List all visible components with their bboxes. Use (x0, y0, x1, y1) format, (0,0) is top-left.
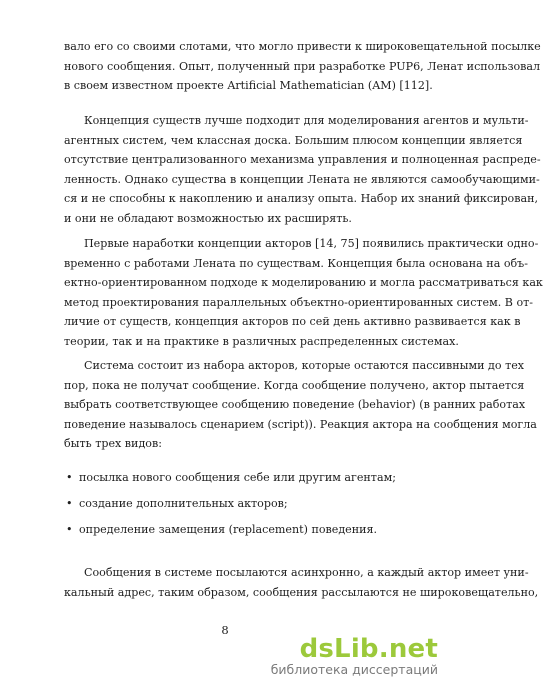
bullet-marker: • (66, 497, 73, 510)
bullet-marker: • (66, 523, 73, 536)
paragraph-2 (64, 111, 541, 228)
bullet-list (64, 468, 426, 540)
text-line: в своем известном проекте Artificial Mathematician (AM) [112]. (64, 79, 433, 92)
text-line: агентных систем, чем классная доска. Большим плюсом концепции является (64, 133, 523, 147)
text-line: ся и не способны к накоплению и анализу опыта. Набор их знаний фиксирован, (64, 192, 539, 205)
page-number: 8 (221, 623, 229, 637)
text-line: выбрать соответствующее сообщению поведение (behavior) (в ранних работах (64, 398, 526, 411)
paragraph-3 (64, 234, 543, 351)
text-line: и они не обладают возможностью их расширять. (64, 211, 352, 225)
text-line: Сообщения в системе посылаются асинхронно, а каждый актор имеет уни- (84, 566, 529, 579)
text-line: вало его со своими слотами, что могло привести к широковещательной посылке (64, 40, 541, 53)
text-line: Система состоит из набора акторов, которые остаются пассивными до тех (84, 359, 525, 372)
text-line: метод проектирования параллельных объектно-ориентированных систем. В от- (64, 295, 534, 309)
text-line: нового сообщения. Опыт, полученный при разработке PUP6, Ленат использовал (64, 59, 541, 73)
list-item (64, 494, 426, 514)
text-line: ленность. Однако существа в концепции Лената не являются самообучающими- (64, 172, 540, 186)
watermark[interactable] (271, 636, 438, 677)
text-line: кальный адрес, таким образом, сообщения рассылаются не широковещательно, (64, 585, 539, 599)
list-item-text: определение замещения (replacement) поведения. (79, 523, 378, 536)
text-line: быть трех видов: (64, 437, 162, 450)
text-line: временно с работами Лената по существам. Концепция была основана на объ- (64, 256, 528, 270)
list-item-text: посылка нового сообщения себе или другим агентам; (79, 471, 396, 484)
watermark-logo[interactable]: dsLib.net (299, 634, 438, 664)
text-line: личие от существ, концепция акторов по сей день активно развивается как в (64, 315, 521, 328)
paragraph-5 (64, 563, 539, 602)
text-line: ектно-ориентированном подходе к моделированию и могла рассматриваться как (64, 276, 543, 289)
list-item-text: создание дополнительных акторов; (79, 497, 288, 510)
paragraph-4 (64, 356, 537, 454)
paragraph-1 (64, 37, 541, 96)
text-line: теории, так и на практике в различных распределенных системах. (64, 334, 459, 348)
text-line: Концепция существ лучше подходит для моделирования агентов и мульти- (84, 114, 529, 127)
watermark-subtitle: библиотека диссертаций (270, 662, 438, 677)
bullet-marker: • (66, 471, 73, 484)
list-item (64, 468, 426, 488)
text-line: пор, пока не получат сообщение. Когда сообщение получено, актор пытается (64, 378, 525, 392)
text-line: поведение называлось сценарием (script)). Реакция актора на сообщения могла (64, 417, 537, 431)
list-item (64, 520, 426, 540)
text-line: отсутствие централизованного механизма управления и полноценная распреде- (64, 153, 541, 166)
text-line: Первые наработки концепции акторов [14, 75] появились практически одно- (84, 237, 539, 250)
